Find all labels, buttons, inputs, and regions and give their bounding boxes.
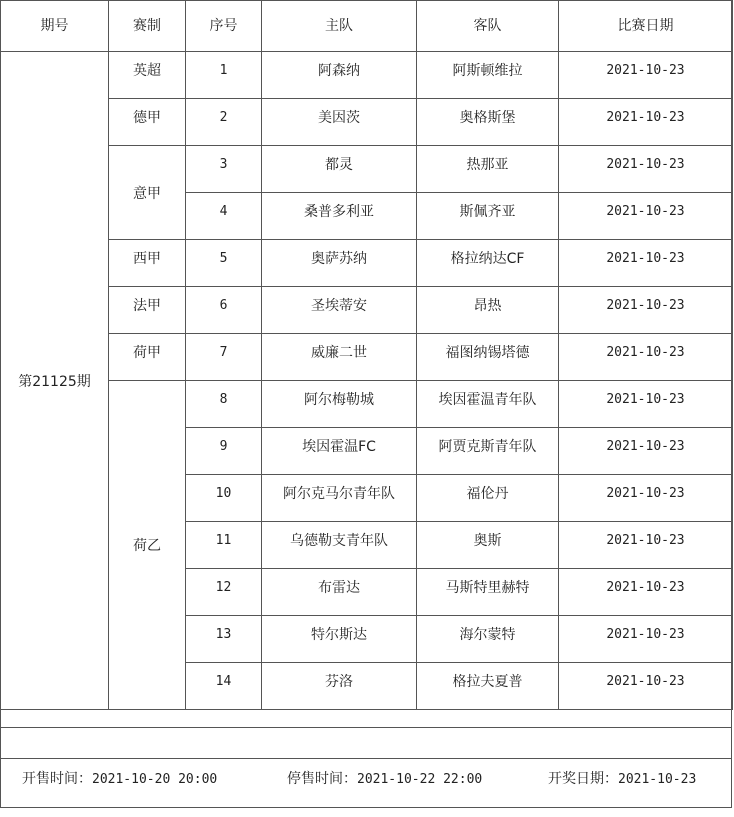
match-date: 2021-10-23 [559, 522, 733, 569]
home-team: 乌德勒支青年队 [262, 522, 417, 569]
sale-start-time [22, 768, 217, 788]
home-team: 特尔斯达 [262, 616, 417, 663]
table-row [1, 287, 733, 334]
draw-date-value: 2021-10-23 [618, 772, 697, 787]
table-row [1, 334, 733, 381]
match-date: 2021-10-23 [559, 240, 733, 287]
home-team: 美因茨 [262, 99, 417, 146]
match-number: 3 [186, 146, 262, 193]
match-date: 2021-10-23 [559, 428, 733, 475]
match-number: 12 [186, 569, 262, 616]
match-number: 1 [186, 52, 262, 99]
away-team: 斯佩齐亚 [417, 193, 559, 240]
league-cell: 法甲 [109, 287, 186, 334]
away-team: 马斯特里赫特 [417, 569, 559, 616]
match-date: 2021-10-23 [559, 52, 733, 99]
home-team: 埃因霍温FC [262, 428, 417, 475]
home-team: 奥萨苏纳 [262, 240, 417, 287]
match-date: 2021-10-23 [559, 287, 733, 334]
match-date: 2021-10-23 [559, 663, 733, 710]
table-row [1, 240, 733, 287]
sale-stop-label: 停售时间： [287, 771, 357, 787]
away-team: 埃因霍温青年队 [417, 381, 559, 428]
away-team: 海尔蒙特 [417, 616, 559, 663]
home-team: 阿森纳 [262, 52, 417, 99]
away-team: 阿贾克斯青年队 [417, 428, 559, 475]
away-team: 奥格斯堡 [417, 99, 559, 146]
home-team: 阿尔梅勒城 [262, 381, 417, 428]
away-team: 福图纳锡塔德 [417, 334, 559, 381]
draw-date [548, 768, 696, 788]
match-number: 14 [186, 663, 262, 710]
sale-start-value: 2021-10-20 20:00 [92, 772, 218, 787]
away-team: 奥斯 [417, 522, 559, 569]
home-team: 都灵 [262, 146, 417, 193]
sale-stop-time [287, 768, 482, 788]
header-match-date: 比赛日期 [559, 1, 733, 52]
match-date: 2021-10-23 [559, 334, 733, 381]
match-number: 10 [186, 475, 262, 522]
home-team: 芬洛 [262, 663, 417, 710]
table-row [1, 52, 733, 99]
header-number: 序号 [186, 1, 262, 52]
table-header-row [1, 1, 733, 52]
home-team: 桑普多利亚 [262, 193, 417, 240]
match-date: 2021-10-23 [559, 193, 733, 240]
table-row [1, 146, 733, 193]
home-team: 威廉二世 [262, 334, 417, 381]
league-cell: 荷乙 [109, 381, 186, 710]
header-league: 赛制 [109, 1, 186, 52]
match-number: 7 [186, 334, 262, 381]
match-date: 2021-10-23 [559, 616, 733, 663]
match-date: 2021-10-23 [559, 146, 733, 193]
period-cell: 第21125期 [1, 52, 109, 710]
match-date: 2021-10-23 [559, 475, 733, 522]
away-team: 昂热 [417, 287, 559, 334]
table-row [1, 99, 733, 146]
header-away-team: 客队 [417, 1, 559, 52]
away-team: 福伦丹 [417, 475, 559, 522]
league-cell: 西甲 [109, 240, 186, 287]
header-period: 期号 [1, 1, 109, 52]
league-cell: 德甲 [109, 99, 186, 146]
match-number: 8 [186, 381, 262, 428]
match-number: 6 [186, 287, 262, 334]
match-number: 2 [186, 99, 262, 146]
home-team: 圣埃蒂安 [262, 287, 417, 334]
home-team: 阿尔克马尔青年队 [262, 475, 417, 522]
match-date: 2021-10-23 [559, 99, 733, 146]
match-date: 2021-10-23 [559, 381, 733, 428]
match-number: 11 [186, 522, 262, 569]
match-number: 5 [186, 240, 262, 287]
match-number: 4 [186, 193, 262, 240]
blank-spacer-row [0, 727, 732, 759]
sale-info-footer [0, 759, 732, 797]
table-row [1, 381, 733, 428]
header-home-team: 主队 [262, 1, 417, 52]
away-team: 格拉夫夏普 [417, 663, 559, 710]
match-number: 9 [186, 428, 262, 475]
sale-stop-value: 2021-10-22 22:00 [357, 772, 483, 787]
league-cell: 荷甲 [109, 334, 186, 381]
away-team: 格拉纳达CF [417, 240, 559, 287]
away-team: 热那亚 [417, 146, 559, 193]
league-cell: 意甲 [109, 146, 186, 240]
match-date: 2021-10-23 [559, 569, 733, 616]
sale-start-label: 开售时间： [22, 771, 92, 787]
home-team: 布雷达 [262, 569, 417, 616]
match-number: 13 [186, 616, 262, 663]
draw-date-label: 开奖日期： [548, 771, 618, 787]
away-team: 阿斯顿维拉 [417, 52, 559, 99]
league-cell: 英超 [109, 52, 186, 99]
